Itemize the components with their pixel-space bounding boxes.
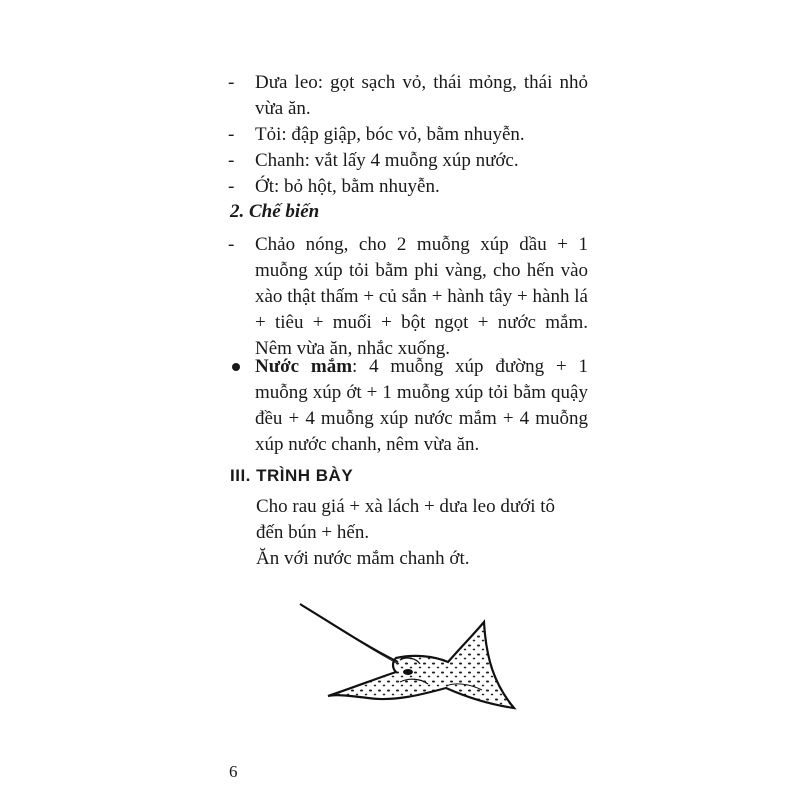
presentation-line-1: Cho rau giá + xà lách + dưa leo dưới tô đến bún + hến. <box>256 496 555 543</box>
presentation-line-2: Ăn với nước mắm chanh ớt. <box>256 548 470 569</box>
prep-item-garlic <box>228 122 588 148</box>
presentation-heading: III. TRÌNH BÀY <box>230 466 354 485</box>
sauce-item <box>228 354 588 458</box>
dash-marker: - <box>228 124 235 145</box>
prep-item-text: Tỏi: đập giập, bóc vỏ, bằm nhuyễn. <box>255 124 525 145</box>
stingray-illustration <box>296 598 522 722</box>
prep-item-cucumber <box>228 70 588 122</box>
dash-marker: - <box>228 72 235 93</box>
dash-marker: - <box>228 176 235 197</box>
sauce-text: : 4 muỗng xúp đường + 1 muỗng xúp ớt + 1 muỗng xúp tỏi bằm quậy đều + 4 muỗng xúp nước mắm + 4 muỗng xúp nước chanh, nêm vừa ăn. <box>255 356 588 455</box>
prep-item-chili <box>228 174 588 200</box>
prep-item-text: Chanh: vắt lấy 4 muỗng xúp nước. <box>255 150 519 171</box>
dash-marker: - <box>228 234 235 255</box>
prep-item-lime <box>228 148 588 174</box>
cooking-step <box>228 232 588 362</box>
prep-item-text: Ớt: bỏ hột, bằm nhuyễn. <box>255 176 440 197</box>
sauce-text-block <box>255 354 588 458</box>
cooking-step-text: Chảo nóng, cho 2 muỗng xúp dầu + 1 muỗng xúp tỏi bằm phi vàng, cho hến vào xào thật thấm + củ sắn + hành tây + hành lá + tiêu + muối + bột ngọt + nước mắm. Nêm vừa ăn, nhắc xuống. <box>255 234 588 359</box>
bullet-dot-icon <box>232 363 240 371</box>
page-number: 6 <box>229 762 238 781</box>
cooking-heading: 2. Chế biến <box>230 201 320 222</box>
prep-item-text: Dưa leo: gọt sạch vỏ, thái mỏng, thái nhỏ vừa ăn. <box>255 72 588 119</box>
dash-marker: - <box>228 150 235 171</box>
sauce-label: Nước mắm <box>255 356 353 377</box>
